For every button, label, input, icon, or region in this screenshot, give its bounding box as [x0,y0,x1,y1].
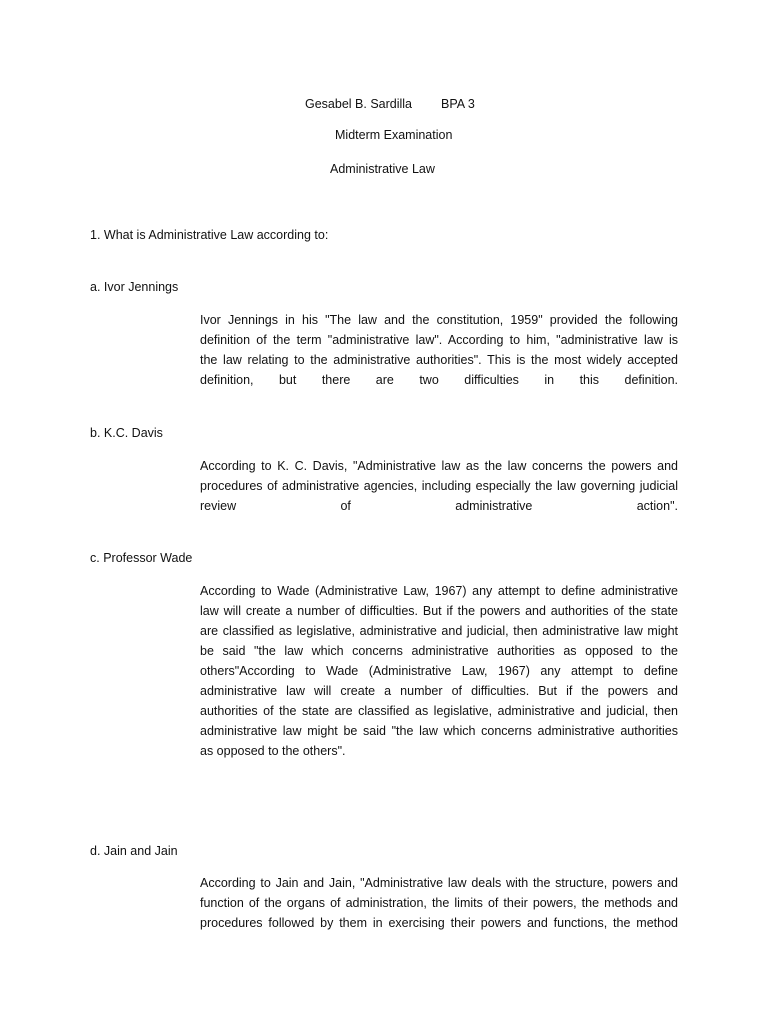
section-paragraph-a [200,310,678,390]
section-paragraph-c [200,581,678,761]
section-paragraph-b [200,456,678,516]
section-heading-d: d. Jain and Jain [90,844,178,858]
section-paragraph-d [200,873,678,933]
paragraph-line: administrative law might be said "the law which concerns administrative authorities [200,724,678,738]
paragraph-line: are classified as legislative, administrative and judicial, then administrative law might [200,624,678,638]
paragraph-line: According to K. C. Davis, "Administrative law as the law concerns the powers and [200,459,678,473]
question-title: 1. What is Administrative Law according to: [90,228,329,242]
section-heading-a: a. Ivor Jennings [90,280,179,294]
paragraph-line: procedures of administrative agencies, including especially the law governing judicial [200,479,678,493]
paragraph-line: According to Wade (Administrative Law, 1967) any attempt to define administrative [200,584,678,598]
paragraph-line: as opposed to the others". [200,744,346,758]
subject-title: Administrative Law [330,162,435,176]
paragraph-line: review of administrative action". [200,499,678,513]
paragraph-line: be said "the law which concerns administrative authorities as opposed to the [200,644,678,658]
paragraph-line: function of the organs of administration, the limits of their powers, the methods and [200,896,678,910]
section-heading-b: b. K.C. Davis [90,426,163,440]
exam-title: Midterm Examination [335,128,453,142]
paragraph-line: the law relating to the administrative authorities". This is the most widely accepted [200,353,678,367]
paragraph-line: authorities of the state are classified as legislative, administrative and judicial, then [200,704,678,718]
paragraph-line: administrative law will create a number of difficulties. But if the powers and [200,684,678,698]
paragraph-line: law will create a number of difficulties. But if the powers and authorities of the state [200,604,678,618]
student-section: BPA 3 [441,97,475,111]
paragraph-line: According to Jain and Jain, "Administrative law deals with the structure, powers and [200,876,678,890]
paragraph-line: definition, but there are two difficulties in this definition. [200,373,678,387]
section-heading-c: c. Professor Wade [90,551,193,565]
paragraph-line: definition of the term "administrative law". According to him, "administrative law is [200,333,678,347]
student-name: Gesabel B. Sardilla [305,97,413,111]
paragraph-line: procedures followed by them in exercising their powers and functions, the method [200,916,678,930]
paragraph-line: others"According to Wade (Administrative Law, 1967) any attempt to define [200,664,678,678]
paragraph-line: Ivor Jennings in his "The law and the constitution, 1959" provided the following [200,313,678,327]
